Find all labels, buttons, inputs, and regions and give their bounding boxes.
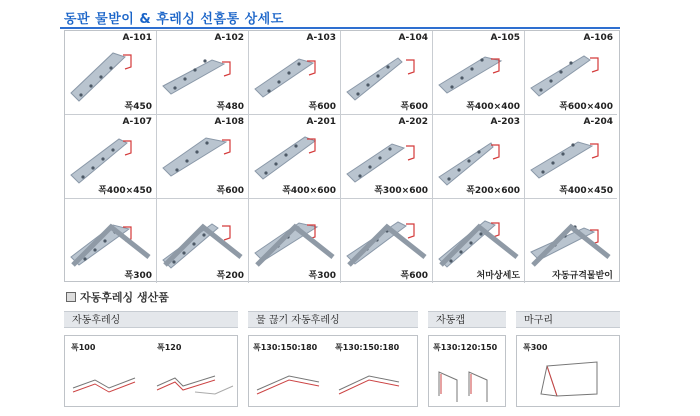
detail-width-label: 폭300 xyxy=(308,271,336,281)
detail-code: A-105 xyxy=(490,33,520,43)
detail-width-label: 폭400×600 xyxy=(282,186,336,196)
page-title: 동판 물받이 & 후레싱 선홈통 상세도 xyxy=(64,12,284,27)
detail-cell xyxy=(525,31,617,115)
detail-width-label: 폭400×450 xyxy=(559,186,613,196)
detail-cell xyxy=(433,115,525,199)
detail-code: A-203 xyxy=(490,117,520,127)
detail-width-label: 폭600 xyxy=(400,102,428,112)
panel-end-cap xyxy=(516,311,620,411)
detail-code: A-103 xyxy=(306,33,336,43)
product-drawing-box xyxy=(64,335,238,407)
section-bullet-icon xyxy=(66,292,76,302)
detail-code: A-106 xyxy=(583,33,613,43)
detail-cell xyxy=(249,199,341,283)
detail-width-label: 폭400×400 xyxy=(466,102,520,112)
detail-cell xyxy=(341,115,433,199)
panel-drip-auto-flashing xyxy=(248,311,418,411)
panel-auto-flashing xyxy=(64,311,238,411)
section-title: 자동후레싱 생산품 xyxy=(80,291,169,304)
detail-width-label: 자동규격물받이 xyxy=(552,271,613,281)
product-width-label: 폭130:120:150 xyxy=(433,343,498,352)
detail-width-label: 폭300×600 xyxy=(374,186,428,196)
detail-code: A-202 xyxy=(398,117,428,127)
flashing-drawing xyxy=(249,336,419,406)
detail-cell xyxy=(525,199,617,283)
detail-cell xyxy=(157,199,249,283)
detail-cell xyxy=(341,31,433,115)
detail-cell xyxy=(341,199,433,283)
product-width-label: 폭130:150:180 xyxy=(335,343,400,352)
detail-width-label: 폭200 xyxy=(216,271,244,281)
detail-code: A-108 xyxy=(214,117,244,127)
panel-header: 자동캡 xyxy=(428,311,506,328)
product-drawing-box xyxy=(248,335,418,407)
detail-cell xyxy=(157,115,249,199)
end-cap-drawing xyxy=(517,336,621,406)
detail-width-label: 폭400×450 xyxy=(98,186,152,196)
product-width-label: 폭130:150:180 xyxy=(253,343,318,352)
detail-code: A-201 xyxy=(306,117,336,127)
detail-code: A-102 xyxy=(214,33,244,43)
detail-code: A-107 xyxy=(122,117,152,127)
panel-header: 마구리 xyxy=(516,311,620,328)
detail-cell xyxy=(249,115,341,199)
flashing-drawing xyxy=(65,336,239,406)
detail-width-label: 폭600 xyxy=(308,102,336,112)
detail-cell xyxy=(65,199,157,283)
detail-cell xyxy=(433,199,525,283)
detail-code: A-204 xyxy=(583,117,613,127)
detail-width-label: 폭600 xyxy=(400,271,428,281)
detail-width-label: 폭600×400 xyxy=(559,102,613,112)
panel-header: 자동후레싱 xyxy=(64,311,238,328)
panel-header: 물 끊기 자동후레싱 xyxy=(248,311,418,328)
product-width-label: 폭120 xyxy=(157,343,182,352)
cap-drawing xyxy=(429,336,507,406)
detail-code: A-104 xyxy=(398,33,428,43)
product-width-label: 폭300 xyxy=(523,343,548,352)
product-width-label: 폭100 xyxy=(71,343,96,352)
detail-width-label: 처마상세도 xyxy=(476,271,520,281)
detail-cell xyxy=(157,31,249,115)
detail-drawing-grid xyxy=(64,30,620,282)
detail-code: A-101 xyxy=(122,33,152,43)
detail-cell xyxy=(433,31,525,115)
panel-auto-cap xyxy=(428,311,506,411)
detail-width-label: 폭450 xyxy=(124,102,152,112)
title-divider xyxy=(60,27,620,29)
detail-cell xyxy=(249,31,341,115)
detail-cell xyxy=(65,31,157,115)
detail-cell xyxy=(65,115,157,199)
detail-width-label: 폭480 xyxy=(216,102,244,112)
detail-cell xyxy=(525,115,617,199)
product-drawing-box xyxy=(516,335,620,407)
detail-width-label: 폭600 xyxy=(216,186,244,196)
detail-width-label: 폭200×600 xyxy=(466,186,520,196)
detail-width-label: 폭300 xyxy=(124,271,152,281)
product-drawing-box xyxy=(428,335,506,407)
